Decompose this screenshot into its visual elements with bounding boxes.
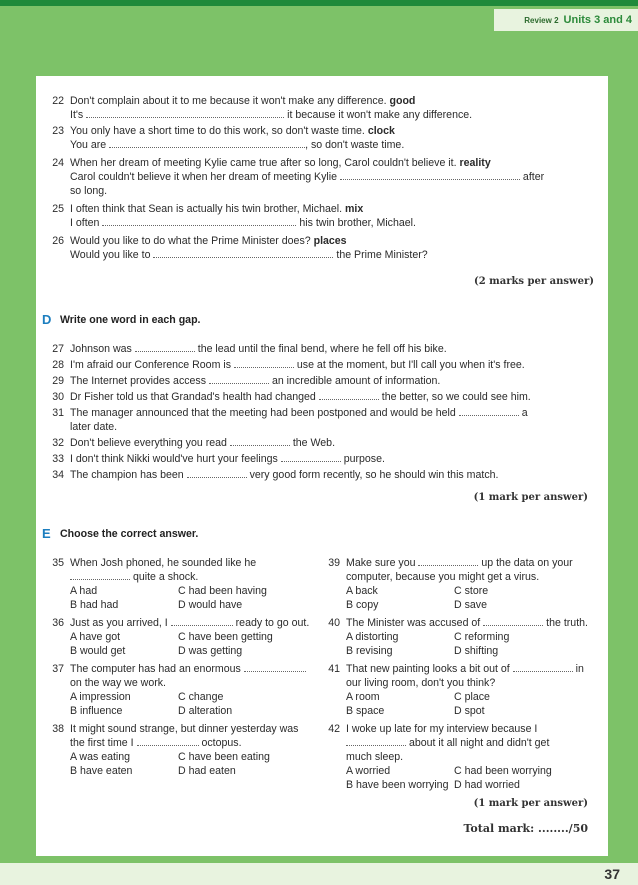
option-a[interactable]: A have got: [70, 631, 121, 643]
question-38: 38 It might sound strange, but dinner yesterday was the first time I octopus. A was eating C have been eating B have eaten D had eaten: [52, 723, 299, 777]
option-c[interactable]: C had been worrying: [454, 765, 552, 777]
option-b[interactable]: B copy: [346, 599, 379, 611]
answer-gap[interactable]: [109, 138, 305, 148]
option-a[interactable]: A back: [346, 585, 378, 597]
option-a[interactable]: A worried: [346, 765, 391, 777]
option-c[interactable]: C change: [178, 691, 224, 703]
option-c[interactable]: C have been eating: [178, 751, 270, 763]
answer-gap[interactable]: [70, 570, 130, 580]
worksheet-panel: 22 Don't complain about it to me because it won't make any difference. good It's it because it won't make any difference. 23 You only have a short time to do this work, so don't waste time. clock You are , so don't waste time. 24 When her dream of meeting Kylie came true after so long, Carol couldn't believe it. reality Carol couldn't believe it when her dream of meeting Kylie after so long. 25 I often think that Sean is actually his twin brother, Michael. mix I often his twin brother, Michael. 26 Would you like to do what the Prime Minister does? places Would you like to the Prime Minister? (2 marks per answer) D Write one word in each gap. 27 Johnson was the lead until the final bend, where he fell off his bike. 28 I'm afraid our Conference Room is use at the moment, but I'll call you when it's free. 29 The Internet provides access an incredible amount of information. 30 Dr Fisher told us that Grandad's health had changed the better, so we could see him. 31 The manager announced that the meeting had been postponed and would be held a later date. 32 Don't believe everything you read the Web. 33 I don't think Nikki would've hurt your feelings purpose. 34 The champion has been very good form recently, so he should win this match. (1 mark per answer) E Choose the correct answer. 35 When Josh phoned, he sounded like he quite a shock. A had C had been having B had had D would have 36 Just as you arrived, I ready to go out. A have got C have been getting B would get D was getting 37 The computer has had an enormous on the way we work. A impression C change B influence D alteration 38 It might sound strange, but dinner yesterday was the first time I octopus. A was eating C have been eating B have eaten D had eaten 39 Make sure you up the data on your computer, because you might get a virus. A back C store B copy D save 40 The Minister was accused of the truth. A distorting C reforming B revising D shifting 41 That new painting looks a bit out of in our living room, don't you think? A room C place B space D spot 42 I woke up late for my interview because I about it all night and didn't get much sleep. A worried C had been worrying B have been worrying D had worried (1 mark per answer) Total mark: ......../50: [36, 76, 608, 856]
question-40: 40 The Minister was accused of the truth. A distorting C reforming B revising D shifting: [328, 617, 588, 657]
answer-gap[interactable]: [137, 736, 199, 746]
option-a[interactable]: A was eating: [70, 751, 131, 763]
answer-gap[interactable]: [483, 616, 543, 626]
answer-gap[interactable]: [244, 662, 306, 672]
section-d-letter: D: [42, 312, 52, 327]
section-e-letter: E: [42, 526, 51, 541]
answer-gap[interactable]: [418, 556, 478, 566]
question-42: 42 I woke up late for my interview because I about it all night and didn't get much sleep. A worried C had been worrying B have been worrying D had worried: [328, 723, 552, 791]
answer-gap[interactable]: [209, 374, 269, 384]
option-b[interactable]: B revising: [346, 645, 393, 657]
answer-gap[interactable]: [346, 736, 406, 746]
unit-tab: [494, 9, 638, 31]
option-d[interactable]: D alteration: [178, 705, 233, 717]
answer-gap[interactable]: [153, 248, 333, 258]
option-d[interactable]: D had worried: [454, 779, 520, 791]
option-b[interactable]: B space: [346, 705, 385, 717]
answer-gap[interactable]: [340, 170, 520, 180]
option-c[interactable]: C reforming: [454, 631, 510, 643]
option-c[interactable]: C place: [454, 691, 490, 703]
option-a[interactable]: A impression: [70, 691, 131, 703]
question-37: 37 The computer has had an enormous on the way we work. A impression C change B influence D alteration: [50, 662, 320, 722]
option-c[interactable]: C store: [454, 585, 489, 597]
units-label: Units 3 and 4: [563, 14, 632, 26]
answer-gap[interactable]: [234, 358, 294, 368]
answer-gap[interactable]: [86, 108, 284, 118]
section-e-title: Choose the correct answer.: [60, 528, 199, 540]
option-b[interactable]: B influence: [70, 705, 123, 717]
answer-gap[interactable]: [281, 452, 341, 462]
question-36: 36 Just as you arrived, I ready to go out. A have got C have been getting B would get D was getting: [52, 617, 310, 657]
answer-gap[interactable]: [230, 436, 290, 446]
total-mark: Total mark: ......../50: [463, 822, 588, 835]
section-c-marks: (2 marks per answer): [474, 276, 594, 287]
answer-gap[interactable]: [135, 342, 195, 352]
option-d[interactable]: D was getting: [178, 645, 243, 657]
option-b[interactable]: B have been worrying: [346, 779, 449, 791]
question-39: 39 Make sure you up the data on your computer, because you might get a virus. A back C store B copy D save: [328, 557, 573, 611]
option-c[interactable]: C had been having: [178, 585, 267, 597]
review-label: Review 2: [524, 15, 559, 25]
option-d[interactable]: D save: [454, 599, 487, 611]
option-b[interactable]: B have eaten: [70, 765, 133, 777]
answer-gap[interactable]: [102, 216, 296, 226]
option-a[interactable]: A had: [70, 585, 98, 597]
answer-gap[interactable]: [459, 406, 519, 416]
answer-gap[interactable]: [319, 390, 379, 400]
option-d[interactable]: D shifting: [454, 645, 499, 657]
option-d[interactable]: D had eaten: [178, 765, 236, 777]
page-number: 37: [604, 866, 620, 882]
answer-gap[interactable]: [513, 662, 573, 672]
option-a[interactable]: A distorting: [346, 631, 399, 643]
answer-gap[interactable]: [187, 468, 247, 478]
option-a[interactable]: A room: [346, 691, 380, 703]
option-d[interactable]: D would have: [178, 599, 243, 611]
section-e-marks: (1 mark per answer): [473, 798, 588, 809]
top-bar: [0, 0, 638, 6]
footer-strip: [0, 863, 638, 885]
section-d-title: Write one word in each gap.: [60, 314, 201, 326]
option-b[interactable]: B had had: [70, 599, 119, 611]
option-b[interactable]: B would get: [70, 645, 126, 657]
option-d[interactable]: D spot: [454, 705, 485, 717]
option-c[interactable]: C have been getting: [178, 631, 273, 643]
question-41: 41 That new painting looks a bit out of in our living room, don't you think? A room C place B space D spot: [328, 663, 584, 717]
section-d-marks: (1 mark per answer): [473, 492, 588, 503]
question-35: 35 When Josh phoned, he sounded like he quite a shock. A had C had been having B had had D would have: [52, 557, 267, 611]
answer-gap[interactable]: [171, 616, 233, 626]
